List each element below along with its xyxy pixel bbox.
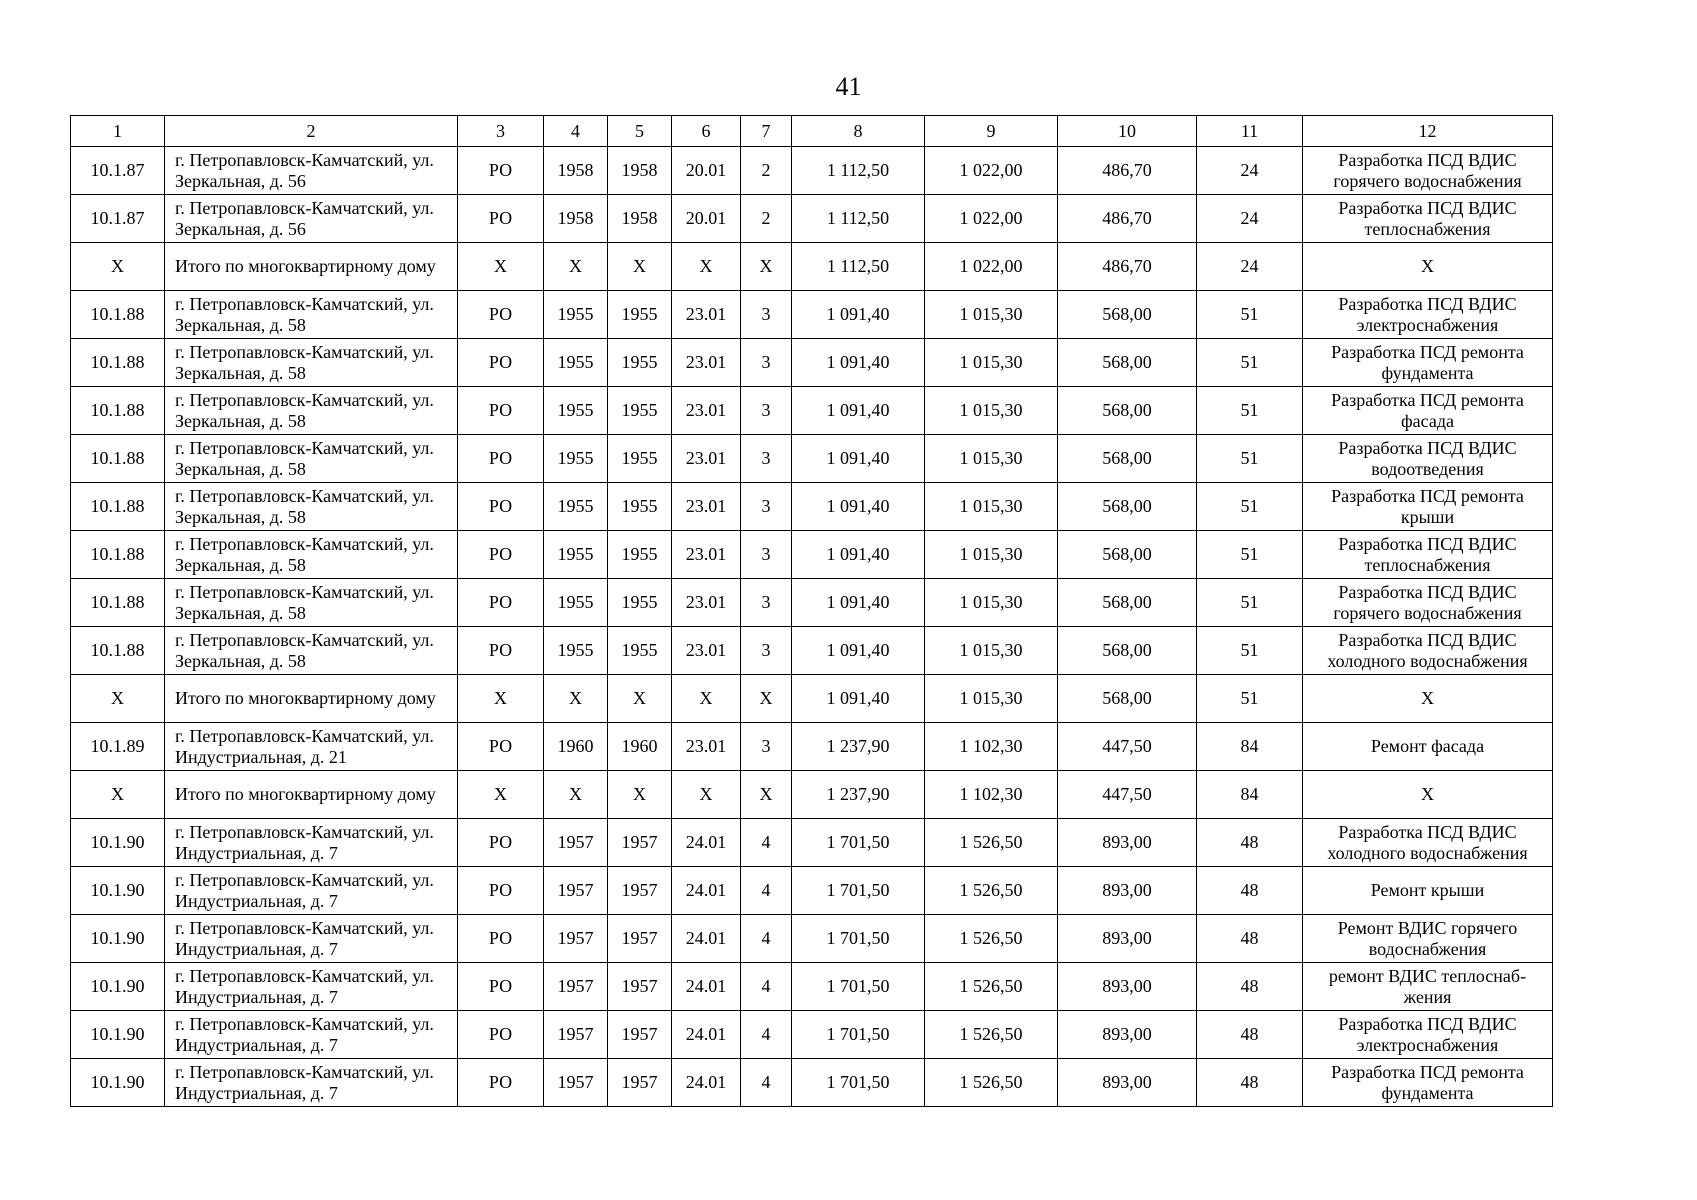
cell-work-type: Разработка ПСД ремонта крыши (1303, 483, 1553, 531)
cell-number: 10.1.89 (71, 723, 165, 771)
cell-living-area: 1 015,30 (925, 291, 1058, 339)
cell-residents: 48 (1197, 1011, 1303, 1059)
cell-type: Х (458, 771, 544, 819)
cell-address: г. Петропавловск-Камчатский, ул. Зеркальная, д. 56 (165, 195, 458, 243)
cell-number: 10.1.88 (71, 531, 165, 579)
cell-year-built: 1955 (544, 579, 608, 627)
cell-living-area: 1 022,00 (925, 147, 1058, 195)
cell-area-col10: 893,00 (1058, 915, 1197, 963)
table-row (71, 819, 1553, 867)
cell-area-col10: 568,00 (1058, 387, 1197, 435)
cell-floors: 3 (741, 483, 792, 531)
cell-type: РО (458, 339, 544, 387)
cell-work-type: Х (1303, 675, 1553, 723)
cell-residents: 51 (1197, 627, 1303, 675)
cell-year-commission: 1955 (608, 291, 672, 339)
cell-floors: 4 (741, 819, 792, 867)
cell-address: г. Петропавловск-Камчатский, ул. Индустриальная, д. 21 (165, 723, 458, 771)
cell-area-col10: 568,00 (1058, 339, 1197, 387)
cell-area-col10: 486,70 (1058, 195, 1197, 243)
cell-year-built: 1955 (544, 291, 608, 339)
cell-total-area: 1 701,50 (792, 915, 925, 963)
cell-total-area: 1 701,50 (792, 1011, 925, 1059)
cell-number: 10.1.90 (71, 867, 165, 915)
cell-code: Х (672, 243, 741, 291)
table-row (71, 1059, 1553, 1107)
cell-floors: Х (741, 243, 792, 291)
cell-living-area: 1 015,30 (925, 339, 1058, 387)
cell-type: РО (458, 531, 544, 579)
cell-year-commission: 1955 (608, 387, 672, 435)
cell-work-type: Разработка ПСД ВДИС теплоснабжения (1303, 195, 1553, 243)
cell-year-commission: 1957 (608, 819, 672, 867)
cell-type: РО (458, 915, 544, 963)
table-row (71, 483, 1553, 531)
cell-code: 24.01 (672, 915, 741, 963)
cell-residents: 51 (1197, 579, 1303, 627)
cell-area-col10: 893,00 (1058, 867, 1197, 915)
cell-living-area: 1 526,50 (925, 915, 1058, 963)
cell-code: 23.01 (672, 579, 741, 627)
cell-code: 24.01 (672, 819, 741, 867)
cell-year-commission: 1960 (608, 723, 672, 771)
cell-type: РО (458, 195, 544, 243)
cell-floors: 3 (741, 531, 792, 579)
cell-number: 10.1.88 (71, 435, 165, 483)
cell-address: г. Петропавловск-Камчатский, ул. Зеркальная, д. 56 (165, 147, 458, 195)
col-header-2: 2 (165, 116, 458, 147)
cell-residents: 51 (1197, 339, 1303, 387)
cell-address: Итого по многоквартирному дому (165, 675, 458, 723)
cell-year-commission: 1955 (608, 531, 672, 579)
cell-number: 10.1.90 (71, 1011, 165, 1059)
cell-total-area: 1 091,40 (792, 291, 925, 339)
col-header-4: 4 (544, 116, 608, 147)
cell-year-commission: 1957 (608, 915, 672, 963)
cell-floors: 3 (741, 579, 792, 627)
cell-residents: 48 (1197, 867, 1303, 915)
cell-floors: 3 (741, 339, 792, 387)
cell-work-type: Разработка ПСД ВДИС горячего водоснабжения (1303, 147, 1553, 195)
cell-residents: 48 (1197, 963, 1303, 1011)
cell-area-col10: 568,00 (1058, 435, 1197, 483)
cell-living-area: 1 102,30 (925, 723, 1058, 771)
cell-year-built: 1955 (544, 435, 608, 483)
cell-type: РО (458, 723, 544, 771)
cell-work-type: Ремонт крыши (1303, 867, 1553, 915)
cell-floors: 2 (741, 195, 792, 243)
cell-type: РО (458, 963, 544, 1011)
cell-floors: 4 (741, 1011, 792, 1059)
cell-residents: 24 (1197, 195, 1303, 243)
cell-year-built: 1955 (544, 483, 608, 531)
cell-living-area: 1 526,50 (925, 819, 1058, 867)
cell-year-built: 1958 (544, 147, 608, 195)
cell-number: 10.1.90 (71, 1059, 165, 1107)
cell-floors: 2 (741, 147, 792, 195)
cell-code: 23.01 (672, 387, 741, 435)
cell-type: Х (458, 675, 544, 723)
cell-address: г. Петропавловск-Камчатский, ул. Зеркальная, д. 58 (165, 339, 458, 387)
cell-number: 10.1.88 (71, 483, 165, 531)
cell-total-area: 1 091,40 (792, 627, 925, 675)
cell-address: г. Петропавловск-Камчатский, ул. Зеркальная, д. 58 (165, 483, 458, 531)
cell-type: РО (458, 387, 544, 435)
cell-number: 10.1.88 (71, 387, 165, 435)
cell-residents: 51 (1197, 483, 1303, 531)
cell-residents: 51 (1197, 531, 1303, 579)
cell-total-area: 1 091,40 (792, 435, 925, 483)
table-row (71, 387, 1553, 435)
cell-code: 20.01 (672, 147, 741, 195)
cell-year-commission: 1958 (608, 147, 672, 195)
table-row (71, 867, 1553, 915)
cell-floors: 3 (741, 435, 792, 483)
cell-total-area: 1 237,90 (792, 771, 925, 819)
cell-residents: 84 (1197, 771, 1303, 819)
cell-year-commission: Х (608, 243, 672, 291)
cell-area-col10: 568,00 (1058, 483, 1197, 531)
cell-area-col10: 893,00 (1058, 1059, 1197, 1107)
table-row (71, 339, 1553, 387)
cell-work-type: Разработка ПСД ВДИС холодного водоснабжения (1303, 627, 1553, 675)
cell-year-commission: 1955 (608, 627, 672, 675)
cell-floors: 4 (741, 867, 792, 915)
cell-address: г. Петропавловск-Камчатский, ул. Индустриальная, д. 7 (165, 915, 458, 963)
cell-residents: 51 (1197, 387, 1303, 435)
col-header-9: 9 (925, 116, 1058, 147)
cell-floors: Х (741, 675, 792, 723)
cell-year-built: 1955 (544, 531, 608, 579)
cell-area-col10: 568,00 (1058, 675, 1197, 723)
cell-year-commission: Х (608, 675, 672, 723)
cell-number: 10.1.87 (71, 195, 165, 243)
cell-year-built: Х (544, 771, 608, 819)
cell-work-type: Х (1303, 243, 1553, 291)
cell-address: г. Петропавловск-Камчатский, ул. Зеркальная, д. 58 (165, 579, 458, 627)
cell-floors: 3 (741, 291, 792, 339)
cell-area-col10: 893,00 (1058, 963, 1197, 1011)
cell-living-area: 1 526,50 (925, 1011, 1058, 1059)
cell-area-col10: 568,00 (1058, 531, 1197, 579)
cell-floors: 3 (741, 723, 792, 771)
table-row (71, 771, 1553, 819)
cell-area-col10: 447,50 (1058, 771, 1197, 819)
table-row (71, 627, 1553, 675)
cell-address: г. Петропавловск-Камчатский, ул. Индустриальная, д. 7 (165, 819, 458, 867)
cell-year-commission: 1957 (608, 867, 672, 915)
cell-year-commission: 1955 (608, 435, 672, 483)
table-row (71, 963, 1553, 1011)
col-header-12: 12 (1303, 116, 1553, 147)
cell-year-built: 1957 (544, 963, 608, 1011)
cell-residents: 48 (1197, 1059, 1303, 1107)
cell-work-type: ремонт ВДИС теплоснаб-жения (1303, 963, 1553, 1011)
cell-year-built: 1957 (544, 1059, 608, 1107)
cell-number: 10.1.88 (71, 291, 165, 339)
cell-work-type: Ремонт фасада (1303, 723, 1553, 771)
cell-number: 10.1.90 (71, 915, 165, 963)
cell-total-area: 1 091,40 (792, 387, 925, 435)
cell-total-area: 1 701,50 (792, 1059, 925, 1107)
cell-code: 24.01 (672, 867, 741, 915)
cell-area-col10: 568,00 (1058, 627, 1197, 675)
cell-year-built: 1960 (544, 723, 608, 771)
cell-area-col10: 893,00 (1058, 819, 1197, 867)
cell-area-col10: 447,50 (1058, 723, 1197, 771)
cell-year-commission: 1955 (608, 339, 672, 387)
col-header-7: 7 (741, 116, 792, 147)
cell-total-area: 1 091,40 (792, 579, 925, 627)
cell-work-type: Разработка ПСД ВДИС водоотведения (1303, 435, 1553, 483)
cell-area-col10: 893,00 (1058, 1011, 1197, 1059)
cell-total-area: 1 091,40 (792, 483, 925, 531)
data-table (70, 115, 1553, 1107)
table-row (71, 291, 1553, 339)
cell-code: 23.01 (672, 627, 741, 675)
cell-number: Х (71, 675, 165, 723)
col-header-8: 8 (792, 116, 925, 147)
cell-address: г. Петропавловск-Камчатский, ул. Зеркальная, д. 58 (165, 627, 458, 675)
cell-year-built: 1955 (544, 339, 608, 387)
table-row (71, 147, 1553, 195)
cell-living-area: 1 102,30 (925, 771, 1058, 819)
cell-floors: 3 (741, 387, 792, 435)
cell-number: 10.1.87 (71, 147, 165, 195)
cell-floors: 4 (741, 1059, 792, 1107)
cell-code: 24.01 (672, 1011, 741, 1059)
cell-address: г. Петропавловск-Камчатский, ул. Зеркальная, д. 58 (165, 435, 458, 483)
cell-year-built: 1955 (544, 387, 608, 435)
cell-total-area: 1 701,50 (792, 819, 925, 867)
cell-residents: 51 (1197, 675, 1303, 723)
table-row (71, 1011, 1553, 1059)
cell-residents: 24 (1197, 243, 1303, 291)
cell-year-commission: 1958 (608, 195, 672, 243)
cell-type: РО (458, 1011, 544, 1059)
col-header-10: 10 (1058, 116, 1197, 147)
table-row (71, 675, 1553, 723)
cell-year-commission: 1955 (608, 483, 672, 531)
cell-code: 20.01 (672, 195, 741, 243)
cell-living-area: 1 022,00 (925, 195, 1058, 243)
cell-floors: 4 (741, 963, 792, 1011)
col-header-3: 3 (458, 116, 544, 147)
cell-total-area: 1 091,40 (792, 675, 925, 723)
cell-total-area: 1 112,50 (792, 195, 925, 243)
cell-residents: 48 (1197, 819, 1303, 867)
cell-work-type: Х (1303, 771, 1553, 819)
cell-residents: 51 (1197, 435, 1303, 483)
cell-number: 10.1.90 (71, 963, 165, 1011)
cell-year-commission: 1957 (608, 1059, 672, 1107)
cell-type: РО (458, 483, 544, 531)
cell-residents: 48 (1197, 915, 1303, 963)
col-header-1: 1 (71, 116, 165, 147)
cell-number: Х (71, 771, 165, 819)
table-row (71, 723, 1553, 771)
cell-area-col10: 568,00 (1058, 579, 1197, 627)
cell-address: г. Петропавловск-Камчатский, ул. Индустриальная, д. 7 (165, 1011, 458, 1059)
cell-residents: 84 (1197, 723, 1303, 771)
table-row (71, 243, 1553, 291)
cell-work-type: Разработка ПСД ВДИС электроснабжения (1303, 291, 1553, 339)
cell-address: г. Петропавловск-Камчатский, ул. Индустриальная, д. 7 (165, 1059, 458, 1107)
cell-total-area: 1 112,50 (792, 147, 925, 195)
cell-work-type: Разработка ПСД ремонта фундамента (1303, 1059, 1553, 1107)
cell-floors: Х (741, 771, 792, 819)
cell-number: 10.1.88 (71, 579, 165, 627)
cell-number: 10.1.88 (71, 339, 165, 387)
table-row (71, 435, 1553, 483)
cell-year-built: 1957 (544, 1011, 608, 1059)
cell-work-type: Разработка ПСД ВДИС холодного водоснабжения (1303, 819, 1553, 867)
cell-code: 23.01 (672, 435, 741, 483)
cell-work-type: Разработка ПСД ВДИС теплоснабжения (1303, 531, 1553, 579)
cell-address: г. Петропавловск-Камчатский, ул. Зеркальная, д. 58 (165, 291, 458, 339)
cell-living-area: 1 015,30 (925, 387, 1058, 435)
cell-address: г. Петропавловск-Камчатский, ул. Индустриальная, д. 7 (165, 867, 458, 915)
cell-living-area: 1 015,30 (925, 531, 1058, 579)
cell-living-area: 1 526,50 (925, 867, 1058, 915)
cell-year-built: 1957 (544, 819, 608, 867)
cell-code: 23.01 (672, 339, 741, 387)
cell-type: РО (458, 147, 544, 195)
cell-address: Итого по многоквартирному дому (165, 771, 458, 819)
col-header-5: 5 (608, 116, 672, 147)
cell-address: г. Петропавловск-Камчатский, ул. Зеркальная, д. 58 (165, 531, 458, 579)
table-row (71, 579, 1553, 627)
cell-number: 10.1.88 (71, 627, 165, 675)
cell-type: РО (458, 867, 544, 915)
table-row (71, 531, 1553, 579)
cell-code: Х (672, 675, 741, 723)
cell-total-area: 1 701,50 (792, 867, 925, 915)
cell-work-type: Разработка ПСД ВДИС электроснабжения (1303, 1011, 1553, 1059)
cell-year-built: 1957 (544, 867, 608, 915)
cell-code: 24.01 (672, 1059, 741, 1107)
cell-year-built: 1955 (544, 627, 608, 675)
cell-year-built: Х (544, 243, 608, 291)
cell-living-area: 1 015,30 (925, 483, 1058, 531)
cell-work-type: Разработка ПСД ВДИС горячего водоснабжения (1303, 579, 1553, 627)
cell-address: г. Петропавловск-Камчатский, ул. Зеркальная, д. 58 (165, 387, 458, 435)
cell-type: РО (458, 579, 544, 627)
table-body (71, 147, 1553, 1107)
cell-living-area: 1 022,00 (925, 243, 1058, 291)
cell-residents: 24 (1197, 147, 1303, 195)
cell-floors: 3 (741, 627, 792, 675)
cell-number: 10.1.90 (71, 819, 165, 867)
cell-type: РО (458, 1059, 544, 1107)
cell-living-area: 1 015,30 (925, 579, 1058, 627)
cell-type: РО (458, 627, 544, 675)
cell-type: РО (458, 291, 544, 339)
cell-year-commission: Х (608, 771, 672, 819)
cell-code: 24.01 (672, 963, 741, 1011)
cell-year-commission: 1957 (608, 963, 672, 1011)
cell-work-type: Разработка ПСД ремонта фундамента (1303, 339, 1553, 387)
cell-area-col10: 486,70 (1058, 147, 1197, 195)
table-row (71, 195, 1553, 243)
cell-living-area: 1 015,30 (925, 435, 1058, 483)
cell-area-col10: 486,70 (1058, 243, 1197, 291)
col-header-6: 6 (672, 116, 741, 147)
cell-total-area: 1 112,50 (792, 243, 925, 291)
cell-total-area: 1 701,50 (792, 963, 925, 1011)
cell-living-area: 1 015,30 (925, 675, 1058, 723)
cell-type: Х (458, 243, 544, 291)
cell-code: 23.01 (672, 291, 741, 339)
cell-living-area: 1 015,30 (925, 627, 1058, 675)
cell-type: РО (458, 819, 544, 867)
cell-work-type: Ремонт ВДИС горячего водоснабжения (1303, 915, 1553, 963)
cell-year-commission: 1955 (608, 579, 672, 627)
page-number: 41 (835, 72, 862, 101)
cell-year-built: Х (544, 675, 608, 723)
cell-total-area: 1 091,40 (792, 339, 925, 387)
cell-area-col10: 568,00 (1058, 291, 1197, 339)
cell-total-area: 1 091,40 (792, 531, 925, 579)
header-row (71, 116, 1553, 147)
cell-address: г. Петропавловск-Камчатский, ул. Индустриальная, д. 7 (165, 963, 458, 1011)
cell-address: Итого по многоквартирному дому (165, 243, 458, 291)
cell-work-type: Разработка ПСД ремонта фасада (1303, 387, 1553, 435)
cell-type: РО (458, 435, 544, 483)
cell-year-commission: 1957 (608, 1011, 672, 1059)
cell-code: 23.01 (672, 723, 741, 771)
table-row (71, 915, 1553, 963)
col-header-11: 11 (1197, 116, 1303, 147)
cell-code: 23.01 (672, 483, 741, 531)
cell-total-area: 1 237,90 (792, 723, 925, 771)
cell-floors: 4 (741, 915, 792, 963)
cell-number: Х (71, 243, 165, 291)
cell-living-area: 1 526,50 (925, 963, 1058, 1011)
cell-living-area: 1 526,50 (925, 1059, 1058, 1107)
cell-code: Х (672, 771, 741, 819)
cell-year-built: 1957 (544, 915, 608, 963)
cell-code: 23.01 (672, 531, 741, 579)
cell-residents: 51 (1197, 291, 1303, 339)
cell-year-built: 1958 (544, 195, 608, 243)
